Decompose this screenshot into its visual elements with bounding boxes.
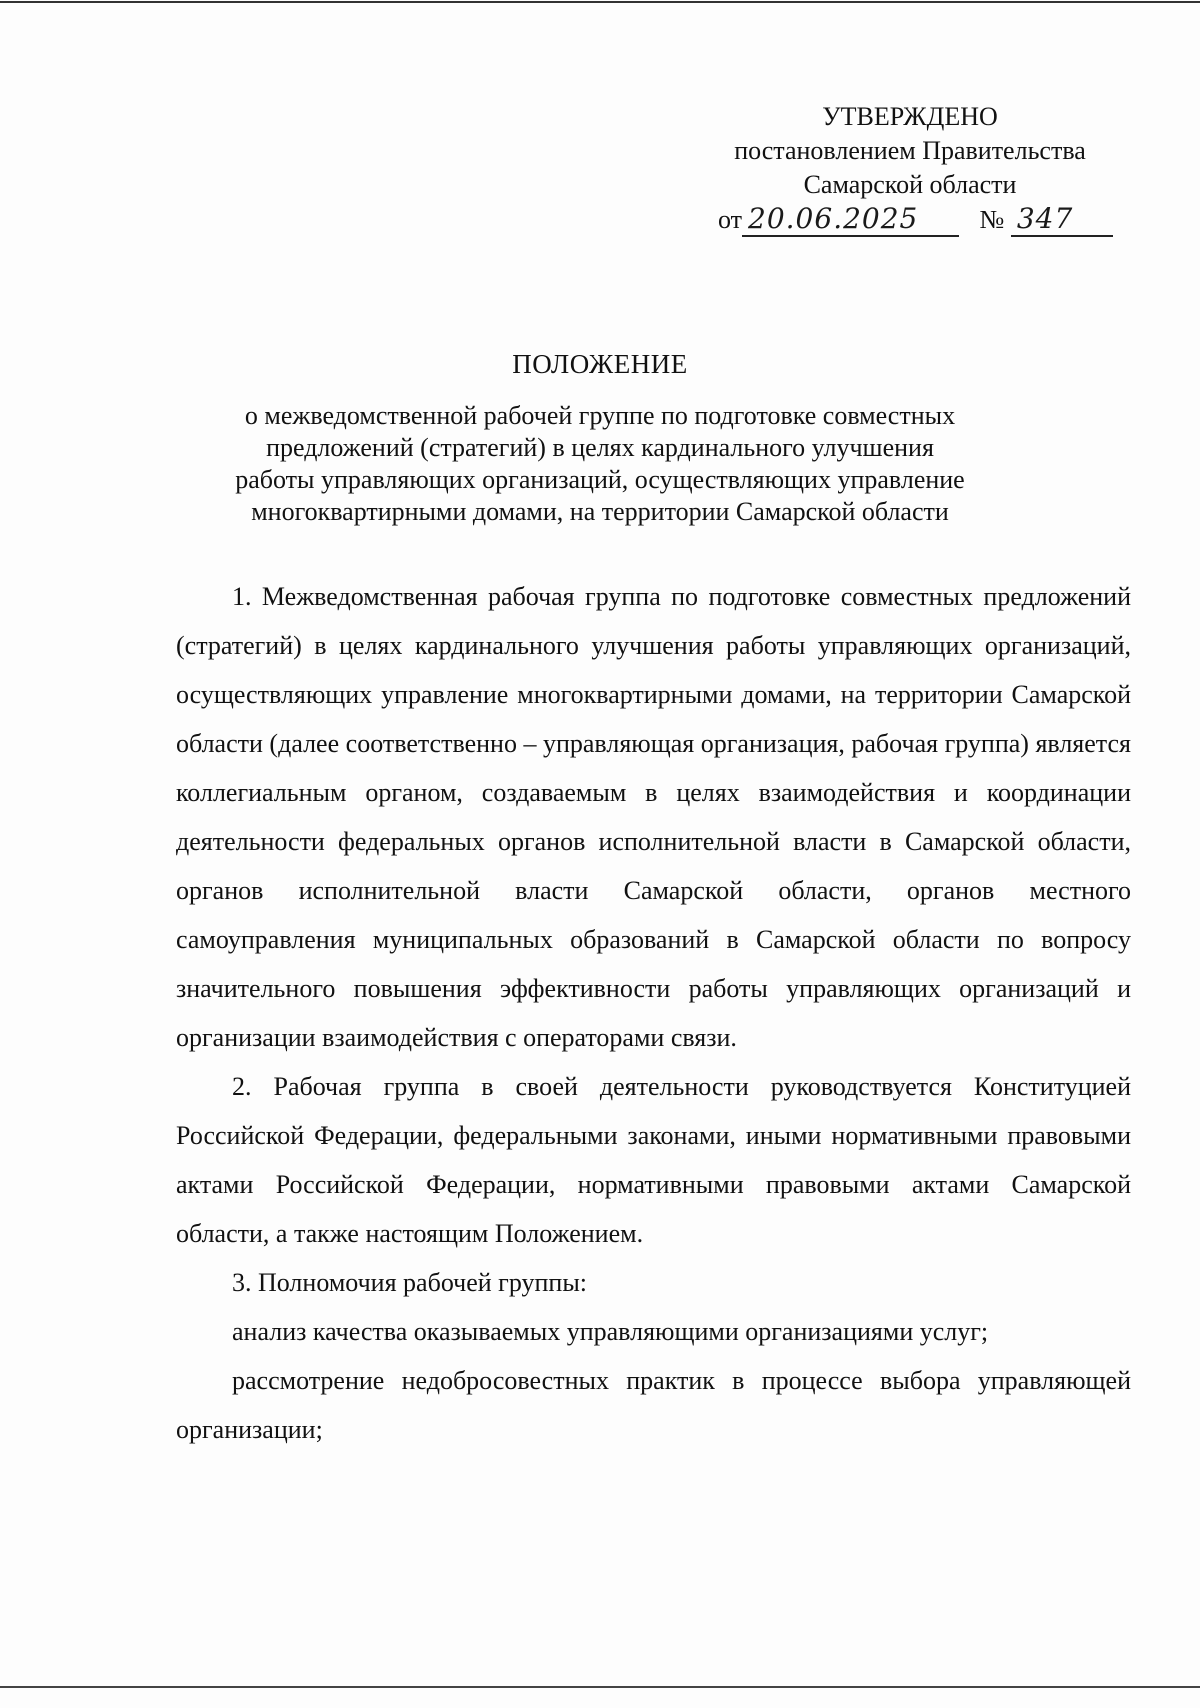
subtitle-line: о межведомственной рабочей группе по подготовке совместных: [244, 401, 956, 430]
subtitle-line: работы управляющих организаций, осуществляющих управление: [235, 465, 965, 494]
subtitle-line: предложений (стратегий) в целях кардинального улучшения: [266, 433, 934, 462]
handwritten-date: 20.06.2025: [742, 202, 959, 237]
document-body: [176, 572, 1131, 1454]
bottom-edge-line: [0, 1686, 1200, 1688]
subtitle-line: многоквартирными домами, на территории Самарской области: [251, 497, 949, 526]
handwritten-number: 347: [1011, 202, 1113, 237]
number-prefix: №: [979, 205, 1005, 234]
paragraph-3-heading: 3. Полномочия рабочей группы:: [232, 1268, 588, 1297]
approval-heading: УТВЕРЖДЕНО: [822, 102, 998, 131]
approval-date-row: [718, 202, 1113, 237]
paragraph-1: 1. Межведомственная рабочая группа по подготовке совместных предложений (стратегий) в целях кардинального улучшения работы управляющих организаций, осуществляющих управление многоквартирными домами, на территории Самарской области (далее соответственно – управляющая организация, рабочая группа) является коллегиальным органом, создаваемым в целях взаимодействия и координации деятельности федеральных органов исполнительной власти в Самарской области, органов исполнительной власти Самарской области, органов местного самоуправления муниципальных образований в Самарской области по вопросу значительного повышения эффективности работы управляющих организаций и организации взаимодействия с операторами связи.: [176, 582, 1131, 1052]
approval-stamp: [700, 100, 1120, 202]
approval-line-region: Самарской области: [803, 170, 1017, 199]
document-title: ПОЛОЖЕНИЕ: [512, 349, 688, 379]
approval-line-resolution: постановлением Правительства: [734, 136, 1086, 165]
date-prefix: от: [718, 205, 743, 234]
paragraph-2: 2. Рабочая группа в своей деятельности руководствуется Конституцией Российской Федерации, федеральными законами, иными нормативными правовыми актами Российской Федерации, нормативными правовыми актами Самарской области, а также настоящим Положением.: [176, 1072, 1131, 1248]
paragraph-3-item-2: рассмотрение недобросовестных практик в процессе выбора управляющей организации;: [176, 1366, 1131, 1444]
paragraph-3-item-1: анализ качества оказываемых управляющими организациями услуг;: [232, 1317, 989, 1346]
document-subtitle: [230, 400, 970, 528]
top-edge-line: [0, 1, 1200, 3]
